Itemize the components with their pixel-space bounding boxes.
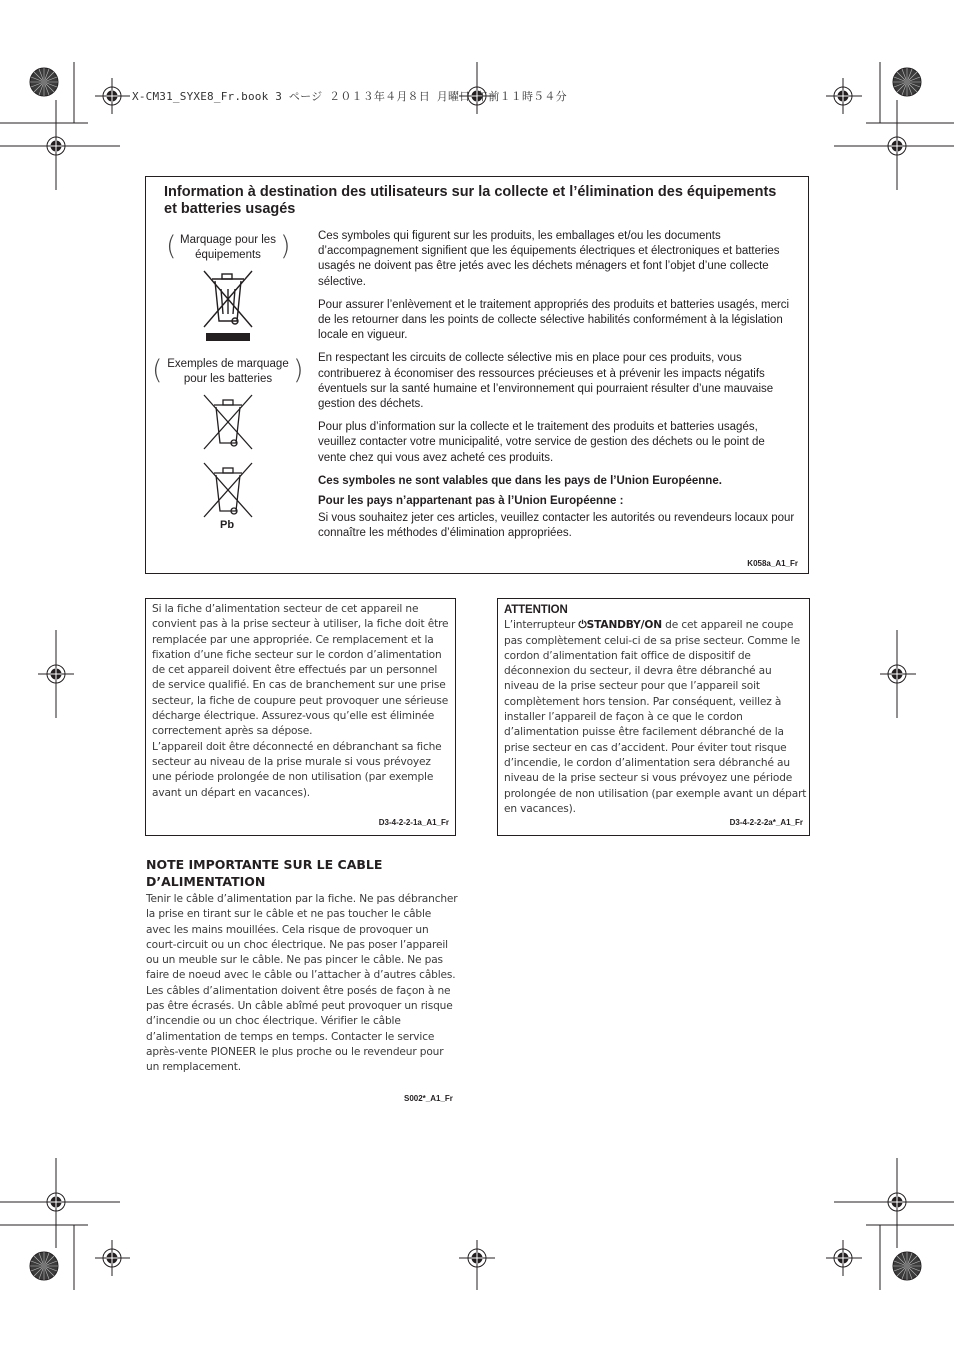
cable-note-body: Tenir le câble d’alimentation par la fiche. Ne pas débrancher la prise en tirant sur le câble et ne pas toucher le câble avec les mains mouillées. Cela risque de provoquer un court-circuit ou un choc électrique. Ne pas poser l’appareil ou un meuble sur le câble. Ne pas pincer le câble. Ne pas faire de noeud avec le câble ou l’attacher à d’autres câbles. Les câbles d’alimentation doivent être posés de façon à ne pas être écrasés. Un câble abîmé peut provoquer un risque d’incendie ou un choc électrique. Vérifier le câble d’alimentation de temps en temps. Contacter le service après-vente PIONEER le plus proche ou le revendeur pour un remplacement. <box>146 893 458 1074</box>
standby-icon: ⏻ <box>578 619 587 632</box>
plug-warning-text-1: Si la fiche d’alimentation secteur de cet appareil ne convient pas à la prise secteur à utiliser, la fiche doit être remplacée par une appropriée. Ce remplacement et la fixation d’une fiche secteur sur le cordon d’alimentation de cet appareil doivent être effectués par un personnel de service qualifié. En cas de branchement sur une prise secteur, la fiche de coupure peut provoquer une sérieuse décharge électrique. Assurez-vous qu’elle est éliminée correctement après sa dépose. <box>152 603 449 738</box>
weee-paragraph-2: Pour assurer l’enlèvement et le traitement appropriés des produits et batteries usagés, merci de les retourner dans les points de collecte sélective habilités conformément à la législation locale en vigueur. <box>318 298 790 342</box>
left-paren-2: ( <box>152 355 163 386</box>
battery-caption-line2: pour les batteries <box>183 373 273 385</box>
weee-paragraph-3: En respectant les circuits de collecte sélective mis en place pour ces produits, vous contribuerez à économiser des ressources précieuses et à prévenir les impacts négatifs éventuels sur la santé humaine et l’environnement qui pourraient résulter d’une mauvaise gestion des déchets. <box>318 352 774 411</box>
battery-caption <box>158 357 298 387</box>
battery-caption-line1: Exemples de marquage <box>167 358 289 370</box>
weee-eu-note: Ces symboles ne sont valables que dans les pays de l’Union Européenne. <box>318 474 722 487</box>
attention-box <box>497 598 810 836</box>
weee-title: Information à destination des utilisateurs sur la collecte et l’élimination des équipements et batteries usagés <box>164 184 777 217</box>
weee-info-box <box>145 176 809 574</box>
file-header-line: X-CM31_SYXE8_Fr.book 3 ページ ２０１３年４月８日 月曜日 午前１１時５４分 <box>132 90 567 103</box>
attention-main-text: de cet appareil ne coupe pas complètement celui-ci de sa prise secteur. Comme le cordon d’alimentation fait office de dispositif de déconnexion du secteur, il devra être débranché au niveau de la prise secteur pour que l’appareil soit complètement hors tension. Par conséquent, veillez à installer l’appareil de façon à ce que le cordon d’alimentation puisse être facilement débranché de la prise secteur en cas d’accident. Pour éviter tout risque d’incendie, le cordon d’alimentation sera débranché au niveau de la prise secteur si vous prévoyez une période prolongée de non utilisation (par exemple avant un départ en vacances). <box>504 619 807 815</box>
weee-non-eu-heading: Pour les pays n’appartenant pas à l’Union Européenne : <box>318 495 624 508</box>
plug-warning-box <box>145 598 456 836</box>
weee-text-column <box>318 229 796 550</box>
attention-heading: ATTENTION <box>504 604 568 616</box>
crossed-bin-battery-icon <box>200 393 256 451</box>
plug-warning-text <box>152 602 452 801</box>
plug-warning-text-2: L’appareil doit être déconnecté en débranchant sa fiche secteur au niveau de la prise murale si vous prévoyez une période prolongée de non utilisation (par exemple avant un départ en vacances). <box>152 740 442 799</box>
attention-intro: L’interrupteur <box>504 619 579 632</box>
right-paren-2: ) <box>293 355 304 386</box>
weee-non-eu-text: Si vous souhaitez jeter ces articles, veuillez contacter les autorités ou revendeurs locaux pour connaître les méthodes d’élimination appropriées. <box>318 512 795 540</box>
pb-label: Pb <box>220 519 235 531</box>
standby-label: STANDBY/ON <box>586 619 662 632</box>
left-paren: ( <box>166 231 177 262</box>
attention-text <box>504 603 807 817</box>
attention-body <box>504 618 807 817</box>
weee-code: K058a_A1_Fr <box>747 559 798 568</box>
equipment-caption-line1: Marquage pour les <box>180 234 276 246</box>
crossed-bin-equipment-icon <box>198 267 258 343</box>
crossed-bin-pb-icon <box>200 461 256 519</box>
plug-warning-code: D3-4-2-2-1a_A1_Fr <box>378 818 449 827</box>
equipment-caption <box>172 233 284 263</box>
attention-code: D3-4-2-2-2a*_A1_Fr <box>729 818 803 827</box>
weee-paragraph-1: Ces symboles qui figurent sur les produits, les emballages et/ou les documents d’accompagnement signifient que les équipements électriques et électroniques et batteries usagés ne doivent pas être jetés avec les déchets ménagers et font l’objet d’une collecte sélective. <box>318 230 780 288</box>
right-paren: ) <box>280 231 291 262</box>
cable-note-title: NOTE IMPORTANTE SUR LE CABLE D’ALIMENTATION <box>146 857 383 889</box>
equipment-caption-line2: équipements <box>195 249 261 261</box>
cable-note-code: S002*_A1_Fr <box>404 1094 453 1103</box>
weee-paragraph-4: Pour plus d’information sur la collecte et le traitement des produits et batteries usagés, veuillez contacter votre municipalité, votre service de gestion des déchets ou le point de vente chez qui vous avez acheté ces produits. <box>318 421 765 464</box>
